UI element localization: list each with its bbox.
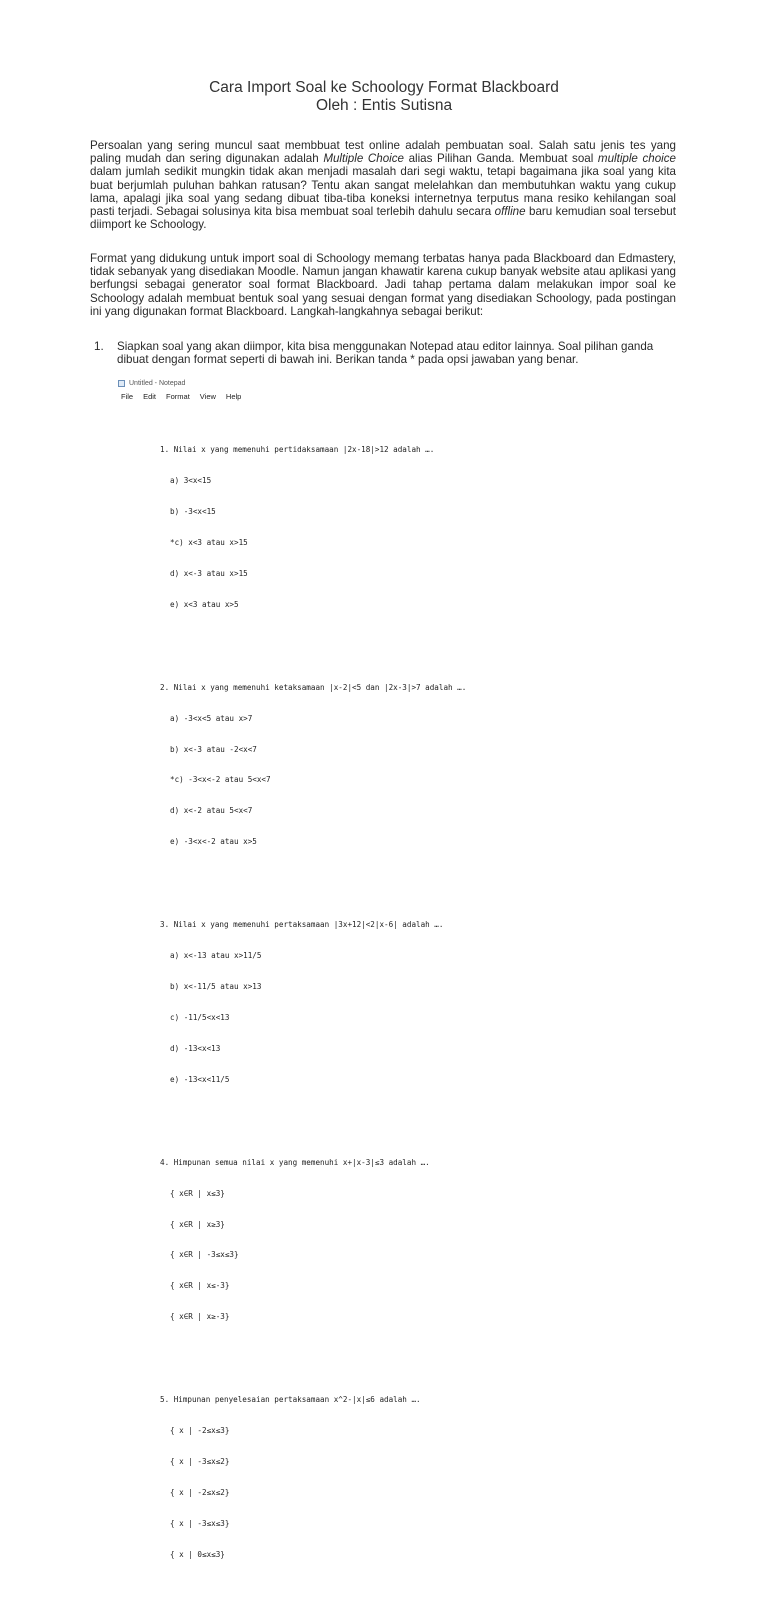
option: { x∈R | -3≤x≤3} [170,1250,239,1260]
question-block [160,662,502,868]
question-text: 1. Nilai x yang memenuhi pertidaksamaan |2x-18|>12 adalah …. [160,445,435,455]
menu-file[interactable]: File [121,391,134,401]
question-text: 2. Nilai x yang memenuhi ketaksamaan |x-2|<5 dan |2x-3|>7 adalah …. [160,682,467,692]
option: d) x<-2 atau 5<x<7 [170,806,253,816]
paragraph-1-em-c: offline [494,205,526,219]
question-text: 4. Himpunan semua nilai x yang memenuhi x+|x-3|≤3 adalah …. [160,1157,430,1167]
option: c) -11/5<x<13 [170,1012,230,1022]
question-text: 5. Himpunan penyelesaian pertaksamaan x^2-|x|≤6 adalah …. [160,1395,421,1405]
notepad-titlebar [117,377,502,390]
list-item-text: Siapkan soal yang akan diimpor, kita bisa menggunakan Notepad atau editor lainnya. Soal pilihan ganda dibuat dengan format seperti di bawah ini. Berikan tanda * pada opsi jawaban yang benar. [117,340,654,367]
option: { x∈R | x≥-3} [170,1312,230,1322]
steps-list [90,340,676,366]
notepad-window-title: Untitled - Notepad [129,380,186,387]
option: e) -13<x<11/5 [170,1074,230,1084]
option: { x∈R | x≤3} [170,1188,225,1198]
list-item-number: 1. [94,340,104,353]
question-text: 3. Nilai x yang memenuhi pertaksamaan |3x+12|<2|x-6| adalah …. [160,920,444,930]
option: b) x<-3 atau -2<x<7 [170,744,257,754]
paragraph-1-em-a: Multiple Choice [323,152,404,166]
menu-help[interactable]: Help [225,391,242,401]
option: { x | -3≤x≤2} [170,1457,230,1467]
menu-format[interactable]: Format [166,391,190,401]
document-title: Cara Import Soal ke Schoology Format Blackboard [209,79,559,96]
option: a) x<-13 atau x>11/5 [170,951,262,961]
option: { x | -3≤x≤3} [170,1518,230,1528]
option: a) -3<x<5 atau x>7 [170,713,253,723]
option: { x | 0≤x≤3} [170,1549,225,1559]
paragraph-1-em-b: multiple choice [597,152,676,166]
option: *c) x<3 atau x>15 [170,537,248,547]
option: d) x<-3 atau x>15 [170,568,248,578]
notepad-screenshot [117,377,502,1559]
paragraph-1-text-d: baru kemudian soal tersebut diimport ke Schoology. [90,205,676,232]
notepad-app-icon [118,380,125,387]
document-author: Oleh : Entis Sutisna [315,97,453,114]
notepad-menubar [117,390,502,402]
notepad-text-area[interactable] [117,404,502,1612]
option: { x | -2≤x≤2} [170,1487,230,1497]
menu-edit[interactable]: Edit [143,391,157,401]
paragraph-2: Format yang didukung untuk import soal di Schoology memang terbatas hanya pada Blackboard dan Edmastery, tidak sebanyak yang disediakan Moodle. Namun jangan khawatir karena cukup banyak website atau aplikasi yang berfungsi sebagai generator soal format Blackboard. Jadi tahap pertama dalam melakukan impor soal ke Schoology adalah membuat bentuk soal yang sesuai dengan format yang disediakan Schoology, pada postingan ini yang digunakan format Blackboard. Langkah-langkahnya sebagai berikut: [90,252,676,318]
paragraph-1-text-c: dalam jumlah sedikit mungkin tidak akan menjadi masalah dari segi waktu, tetapi bagaimana jika soal yang kita buat berjumlah puluhan bahkan ratusan? Tentu akan sangat melelahkan dan membutuhkan waktu yang cukup lama, apalagi jika soal yang sedang dibuat tiba-tiba koneksi internetnya terputus mana resiko kehilangan soal pasti terjadi. Sebagai solusinya kita bisa membuat soal terlebih dahulu secara [90,165,676,219]
menu-view[interactable]: View [199,391,216,401]
list-item [90,340,676,366]
option: e) -3<x<-2 atau x>5 [170,837,257,847]
option: b) -3<x<15 [170,506,216,516]
option: { x∈R | x≥3} [170,1219,225,1229]
paragraph-1-text-b: alias Pilihan Ganda. Membuat soal [403,152,598,166]
question-block [160,1137,502,1343]
option: d) -13<x<13 [170,1043,221,1053]
option: *c) -3<x<-2 atau 5<x<7 [170,775,271,785]
question-block [160,1375,502,1581]
question-block [160,425,502,631]
option: { x | -2≤x≤3} [170,1426,230,1436]
paragraph-1-text-a: Persoalan yang sering muncul saat membbuat test online adalah pembuatan soal. Salah satu jenis tes yang paling mudah dan sering digunakan adalah [90,139,676,166]
option: e) x<3 atau x>5 [170,599,239,609]
option: b) x<-11/5 atau x>13 [170,982,262,992]
question-block [160,900,502,1106]
paragraph-1 [90,139,676,231]
option: { x∈R | x≤-3} [170,1281,230,1291]
option: a) 3<x<15 [170,476,212,486]
